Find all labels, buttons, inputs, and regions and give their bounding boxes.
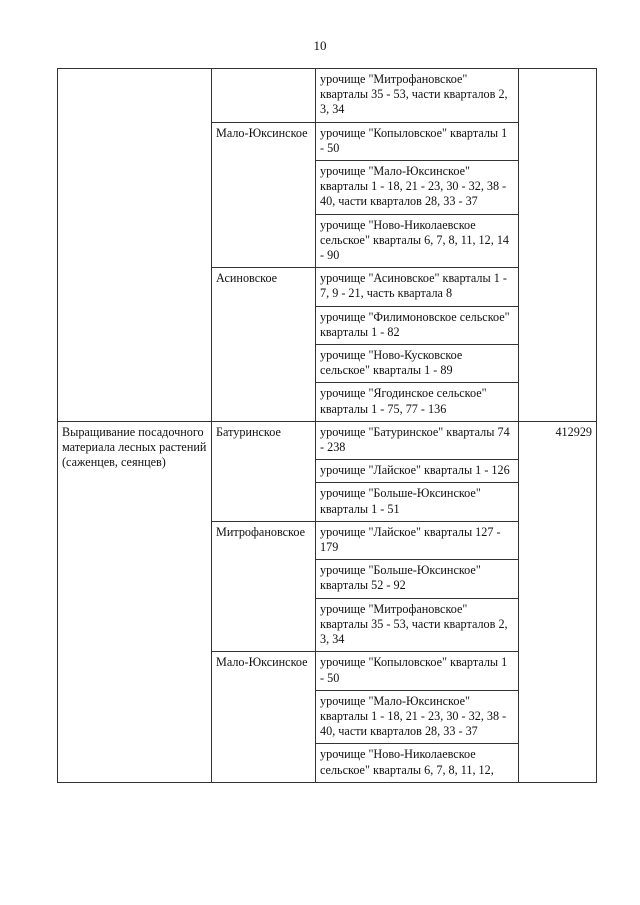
forestry-cell [212, 69, 316, 123]
tract-cell: урочище "Батуринское" кварталы 74 - 238 [316, 421, 519, 459]
table-row [58, 421, 597, 459]
tract-cell: урочище "Мало-Юксинское" кварталы 1 - 18, 21 - 23, 30 - 32, 38 - 40, части кварталов 28, 33 - 37 [316, 161, 519, 215]
forestry-cell: Батуринское [212, 421, 316, 521]
activity-cell: Выращивание посадочного материала лесных растений (саженцев, сеянцев) [58, 421, 212, 782]
forestry-cell: Митрофановское [212, 521, 316, 651]
forestry-cell: Мало-Юксинское [212, 122, 316, 268]
tract-cell: урочище "Мало-Юксинское" кварталы 1 - 18, 21 - 23, 30 - 32, 38 - 40, части кварталов 28, 33 - 37 [316, 690, 519, 744]
tract-cell: урочище "Ново-Николаевское сельское" кварталы 6, 7, 8, 11, 12, [316, 744, 519, 782]
amount-cell [519, 69, 597, 422]
tract-cell: урочище "Филимоновское сельское" кварталы 1 - 82 [316, 306, 519, 344]
forestry-cell: Мало-Юксинское [212, 652, 316, 782]
tract-cell: урочище "Ягодинское сельское" кварталы 1 - 75, 77 - 136 [316, 383, 519, 421]
page-number: 10 [313, 38, 327, 53]
forestry-cell: Асиновское [212, 268, 316, 422]
tract-cell: урочище "Больше-Юксинское" кварталы 1 - 51 [316, 483, 519, 521]
tract-cell: урочище "Митрофановское" кварталы 35 - 53, части кварталов 2, 3, 34 [316, 69, 519, 123]
activity-cell [58, 69, 212, 422]
table-row [58, 69, 597, 123]
forest-use-table [57, 68, 597, 783]
amount-cell: 412929 [519, 421, 597, 782]
tract-cell: урочище "Митрофановское" кварталы 35 - 53, части кварталов 2, 3, 34 [316, 598, 519, 652]
tract-cell: урочище "Копыловское" кварталы 1 - 50 [316, 652, 519, 690]
tract-cell: урочище "Лайское" кварталы 1 - 126 [316, 460, 519, 483]
tract-cell: урочище "Лайское" кварталы 127 - 179 [316, 521, 519, 559]
tract-cell: урочище "Асиновское" кварталы 1 - 7, 9 - 21, часть квартала 8 [316, 268, 519, 306]
tract-cell: урочище "Копыловское" кварталы 1 - 50 [316, 122, 519, 160]
tract-cell: урочище "Ново-Кусковское сельское" кварталы 1 - 89 [316, 345, 519, 383]
tract-cell: урочище "Больше-Юксинское" кварталы 52 - 92 [316, 560, 519, 598]
tract-cell: урочище "Ново-Николаевское сельское" кварталы 6, 7, 8, 11, 12, 14 - 90 [316, 214, 519, 268]
